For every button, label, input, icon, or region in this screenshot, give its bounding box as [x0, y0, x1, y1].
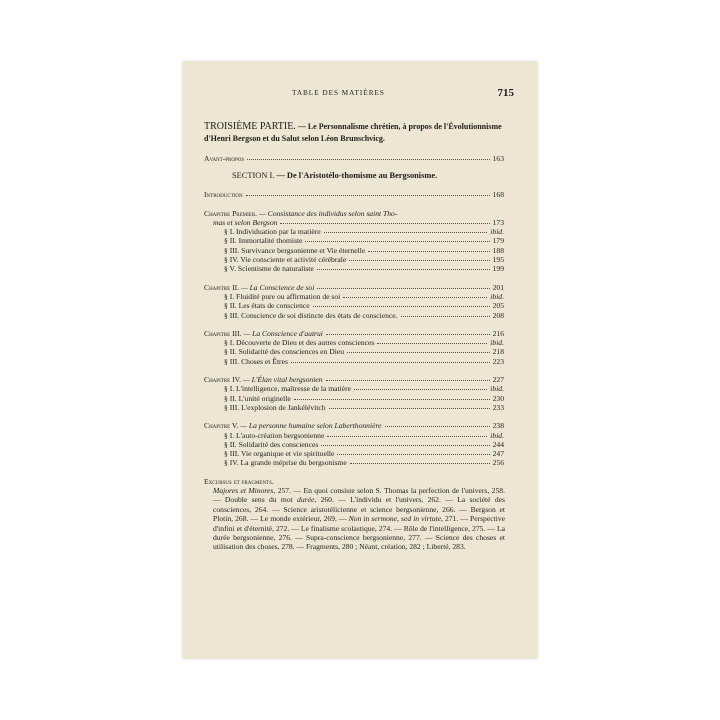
item-text: Survivance bergsonienne et Vie éternelle	[241, 245, 366, 255]
item-number: § II.	[224, 439, 237, 449]
leader-dots	[324, 232, 488, 233]
item-number: § II.	[224, 301, 237, 311]
toc-item	[204, 394, 504, 403]
excursus-fragment: , 260. — L'individu et l'univers, 262. — La société des consciences, 264. — Science aristotélicienne et science bergsonienne, 266. — Bergson et Plotin, 268. — Le monde extérieur, 269. —	[213, 495, 505, 524]
item-number: § V.	[224, 264, 236, 274]
running-header	[182, 87, 538, 103]
item-page: ibid.	[490, 338, 504, 348]
item-number: § III.	[224, 402, 240, 412]
item-number: § II.	[224, 393, 237, 403]
item-text: Solidarité des consciences	[238, 439, 319, 449]
leader-dots	[326, 334, 490, 335]
item-number: § III.	[224, 449, 240, 459]
chapter-label: Chapitre II.	[204, 282, 240, 292]
toc-entry-page: 168	[492, 190, 504, 200]
item-page: 179	[492, 236, 504, 246]
chapter-title: — La Conscience de soi	[239, 282, 315, 292]
toc-item	[204, 255, 504, 264]
item-page: 230	[492, 393, 504, 403]
toc-item	[204, 227, 504, 236]
leader-dots	[354, 389, 487, 390]
leader-dots	[401, 316, 490, 317]
item-number: § III.	[224, 245, 240, 255]
item-text: Individuation par la matière	[236, 227, 321, 237]
item-text: Immortalité thomiste	[238, 236, 303, 246]
toc-entry-introduction	[204, 190, 504, 199]
leader-dots	[343, 297, 487, 298]
item-page: 256	[492, 458, 504, 468]
item-text: Vie organique et vie spirituelle	[240, 449, 335, 459]
chapter-1	[204, 209, 504, 274]
part-heading: — Le Personnalisme chrétien, à propos de l'Évolutionnisme d'Henri Bergson et du Salut selon Léon Brunschvicg.	[204, 122, 502, 143]
excursus-text	[204, 486, 505, 552]
chapter-5	[204, 421, 504, 467]
leader-dots	[247, 159, 489, 160]
chapter-heading	[204, 209, 504, 218]
toc-item	[204, 338, 504, 347]
item-number: § I.	[224, 291, 235, 301]
item-text: Choses et Êtres	[241, 356, 288, 366]
item-page: 223	[492, 356, 504, 366]
book-page	[182, 61, 538, 659]
leader-dots	[368, 251, 489, 252]
item-page: ibid.	[490, 430, 504, 440]
leader-dots	[313, 306, 490, 307]
page-number: 715	[497, 87, 514, 99]
item-page: 208	[492, 310, 504, 320]
item-page: ibid.	[490, 384, 504, 394]
chapter-page: 201	[492, 282, 504, 292]
item-number: § I.	[224, 338, 235, 348]
chapter-heading-continued	[204, 218, 504, 227]
chapter-label: Chapitre V.	[204, 421, 239, 431]
chapter-label: Chapitre III.	[204, 328, 242, 338]
toc-item	[204, 403, 504, 412]
toc-item	[204, 236, 504, 245]
item-page: 205	[492, 301, 504, 311]
item-number: § IV.	[224, 255, 239, 265]
excursus-section	[204, 477, 504, 552]
leader-dots	[246, 195, 490, 196]
leader-dots	[329, 408, 490, 409]
item-page: 188	[492, 245, 504, 255]
item-page: 199	[492, 264, 504, 274]
section-title	[232, 171, 504, 181]
item-page: 233	[492, 402, 504, 412]
item-text: L'unité originelle	[238, 393, 291, 403]
toc-item	[204, 311, 504, 320]
toc-item	[204, 431, 504, 440]
item-text: L'intelligence, maîtresse de la matière	[236, 384, 352, 394]
chapter-page: 216	[492, 328, 504, 338]
leader-dots	[294, 399, 490, 400]
leader-dots	[280, 223, 489, 224]
leader-dots	[305, 241, 489, 242]
item-number: § I.	[224, 384, 235, 394]
item-text: Scientisme de naturaliste	[237, 264, 314, 274]
leader-dots	[347, 352, 490, 353]
item-number: § II.	[224, 236, 237, 246]
item-page: ibid.	[490, 227, 504, 237]
chapter-label: Chapitre Premier.	[204, 208, 258, 218]
item-text: Conscience de soi distincte des états de conscience.	[241, 310, 398, 320]
item-number: § I.	[224, 227, 235, 237]
item-text: Solidarité des consciences en Dieu	[238, 347, 344, 357]
item-text: L'auto-création bergsonienne	[236, 430, 325, 440]
item-page: 244	[492, 439, 504, 449]
section-heading: — De l'Aristotélo-thomisme au Bergsonisme.	[274, 171, 438, 181]
item-text: Découverte de Dieu et des autres consciences	[236, 338, 375, 348]
excursus-fragment: , 257. — En quoi consiste selon S. Thomas la perfection de l'univers, 258. — Double sens du mot	[213, 486, 505, 505]
item-number: § I.	[224, 430, 235, 440]
item-number: § IV.	[224, 458, 239, 468]
excursus-fragment: , 271. — Perspective d'infini et d'éternité, 272. — Le finalisme scolastique, 274. — Rôle de l'intelligence, 275. — La durée bergsonienne, 276. — Supra-conscience bergsonienne, 277. — Science des choses et utilisation des choses, 278. — Fragments, 280 ; Néant, création, 282 ; Liberté, 283.	[213, 514, 505, 552]
item-text: Fluidité pure ou affirmation de soi	[236, 291, 341, 301]
toc-item	[204, 292, 504, 301]
toc-item	[204, 264, 504, 273]
chapter-title: — Consistance des individus selon saint Tho-	[257, 208, 398, 218]
item-number: § III.	[224, 356, 240, 366]
toc-item	[204, 449, 504, 458]
chapter-page: 227	[492, 375, 504, 385]
chapter-title: — La Conscience d'autrui	[241, 328, 323, 338]
item-text: Vie consciente et activité cérébrale	[240, 255, 347, 265]
toc-entry-label: Introduction	[204, 190, 243, 200]
part-title	[204, 121, 504, 144]
item-number: § III.	[224, 310, 240, 320]
leader-dots	[327, 436, 487, 437]
chapter-4	[204, 375, 504, 412]
chapter-title-continued: mas et selon Bergson	[213, 217, 278, 227]
leader-dots	[350, 463, 490, 464]
chapter-heading	[204, 329, 504, 338]
excursus-fragment: Majores et Minores	[213, 486, 274, 496]
part-label: TROISIÈME PARTIE.	[204, 121, 296, 132]
excursus-fragment: durée	[297, 495, 315, 505]
item-page: 247	[492, 449, 504, 459]
toc-item	[204, 440, 504, 449]
item-text: L'explosion de Jankélévitch	[241, 402, 326, 412]
toc-item	[204, 458, 504, 467]
chapter-label: Chapitre IV.	[204, 375, 242, 385]
toc-item	[204, 246, 504, 255]
toc-item	[204, 301, 504, 310]
toc-item	[204, 357, 504, 366]
item-page: 218	[492, 347, 504, 357]
toc-entry-avant-propos	[204, 154, 504, 163]
leader-dots	[377, 343, 487, 344]
leader-dots	[326, 380, 490, 381]
excursus-fragment: Non in sermone, sed in virtute	[348, 514, 441, 524]
excursus-heading: Excursus et fragments.	[204, 476, 274, 486]
chapter-heading	[204, 375, 504, 384]
chapter-heading	[204, 283, 504, 292]
leader-dots	[337, 454, 489, 455]
leader-dots	[349, 260, 489, 261]
leader-dots	[385, 426, 490, 427]
leader-dots	[291, 362, 490, 363]
chapter-title: — La personne humaine selon Laberthonnière	[238, 421, 382, 431]
item-page: 195	[492, 255, 504, 265]
item-text: Les états de conscience	[238, 301, 310, 311]
chapter-2	[204, 283, 504, 320]
toc-entry-page: 163	[492, 154, 504, 163]
running-title: TABLE DES MATIÈRES	[292, 89, 385, 97]
item-page: ibid.	[490, 291, 504, 301]
toc-item	[204, 347, 504, 356]
leader-dots	[317, 269, 490, 270]
toc-entry-label: Avant-propos	[204, 154, 245, 163]
item-text: La grande méprise du bergsonisme	[240, 458, 347, 468]
leader-dots	[317, 288, 489, 289]
leader-dots	[321, 445, 489, 446]
table-of-contents	[204, 121, 504, 552]
item-number: § II.	[224, 347, 237, 357]
chapter-3	[204, 329, 504, 366]
chapter-title: — L'Élan vital bergsonien	[241, 375, 323, 385]
chapter-page: 173	[492, 217, 504, 227]
section-label: SECTION I.	[232, 171, 275, 181]
chapter-heading	[204, 421, 504, 430]
toc-item	[204, 384, 504, 393]
chapter-page: 238	[492, 421, 504, 431]
